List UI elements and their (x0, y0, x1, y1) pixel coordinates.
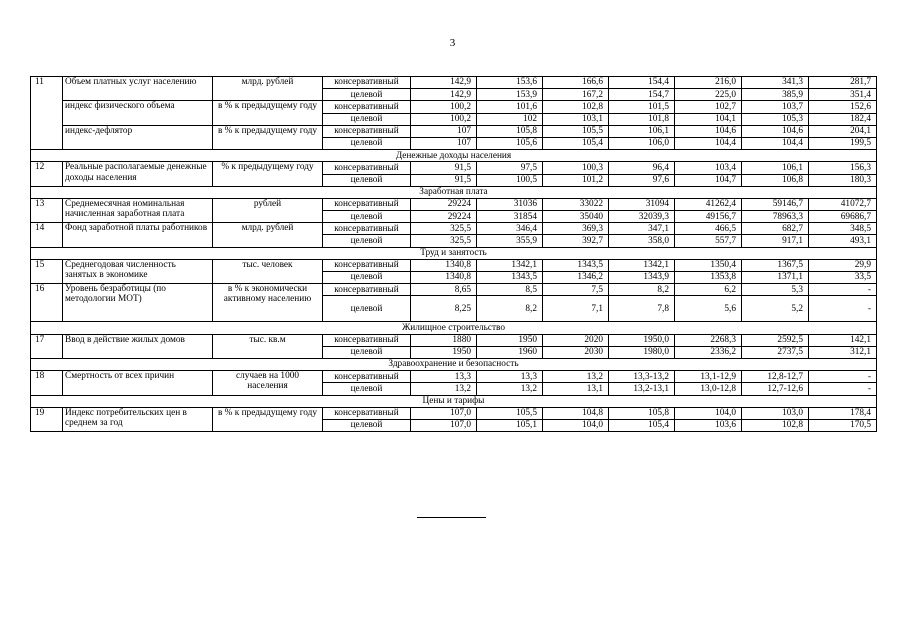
value-cell: 103,1 (543, 113, 609, 125)
value-cell: 105,6 (477, 137, 543, 149)
value-cell: 101,8 (609, 113, 675, 125)
unit: % к предыдущему году (213, 162, 323, 186)
value-cell: 107,0 (411, 407, 477, 419)
value-cell: 154,4 (609, 77, 675, 89)
value-cell: 100,5 (477, 174, 543, 186)
value-cell: 13,1-12,9 (675, 371, 742, 383)
value-cell: 13,2 (477, 383, 543, 395)
indicator-name: Индекс потребительских цен в среднем за год (63, 407, 213, 431)
scenario: консервативный (323, 101, 411, 113)
value-cell: 104,4 (675, 137, 742, 149)
value-cell: 59146,7 (742, 198, 809, 210)
row-number: 11 (31, 77, 63, 150)
table-row (31, 101, 877, 113)
indicator-name: Ввод в действие жилых домов (63, 334, 213, 358)
value-cell: 1343,9 (609, 272, 675, 284)
value-cell: 105,4 (543, 137, 609, 149)
value-cell: 8,2 (477, 296, 543, 322)
value-cell: 105,3 (742, 113, 809, 125)
value-cell: 2268,3 (675, 334, 742, 346)
value-cell: 104,7 (675, 174, 742, 186)
scenario: целевой (323, 174, 411, 186)
scenario: целевой (323, 383, 411, 395)
scenario: консервативный (323, 259, 411, 271)
value-cell: 347,1 (609, 223, 675, 235)
value-cell: 1343,5 (477, 272, 543, 284)
row-number: 16 (31, 284, 63, 322)
value-cell: - (809, 284, 877, 296)
value-cell: 100,3 (543, 162, 609, 174)
value-cell: 105,8 (609, 407, 675, 419)
value-cell: 1950 (477, 334, 543, 346)
indicator-name: Реальные располагаемые денежные доходы населения (63, 162, 213, 186)
value-cell: 1950,0 (609, 334, 675, 346)
value-cell: 106,8 (742, 174, 809, 186)
row-number: 15 (31, 259, 63, 283)
value-cell: 104,8 (543, 407, 609, 419)
value-cell: 97,6 (609, 174, 675, 186)
section-header-row (31, 247, 877, 259)
value-cell: 281,7 (809, 77, 877, 89)
value-cell: 31854 (477, 211, 543, 223)
value-cell: 153,6 (477, 77, 543, 89)
value-cell: 1950 (411, 346, 477, 358)
value-cell: - (809, 383, 877, 395)
value-cell: 13,2-13,1 (609, 383, 675, 395)
value-cell: 1343,5 (543, 259, 609, 271)
value-cell: 106,1 (609, 125, 675, 137)
value-cell: 107 (411, 125, 477, 137)
value-cell: 8,5 (477, 284, 543, 296)
value-cell: 142,9 (411, 89, 477, 101)
table-row (31, 125, 877, 137)
value-cell: 917,1 (742, 235, 809, 247)
value-cell: 8,65 (411, 284, 477, 296)
value-cell: 392,7 (543, 235, 609, 247)
value-cell: 13,1 (543, 383, 609, 395)
value-cell: 107 (411, 137, 477, 149)
value-cell: 346,4 (477, 223, 543, 235)
scenario: консервативный (323, 371, 411, 383)
scenario: целевой (323, 137, 411, 149)
value-cell: 167,2 (543, 89, 609, 101)
value-cell: 5,6 (675, 296, 742, 322)
section-header-row (31, 395, 877, 407)
value-cell: 156,3 (809, 162, 877, 174)
unit: рублей (213, 198, 323, 222)
value-cell: 1342,1 (609, 259, 675, 271)
value-cell: 2737,5 (742, 346, 809, 358)
value-cell: 178,4 (809, 407, 877, 419)
scenario: целевой (323, 272, 411, 284)
value-cell: 1340,8 (411, 272, 477, 284)
value-cell: 106,1 (742, 162, 809, 174)
scenario: консервативный (323, 198, 411, 210)
indicator-name: индекс физического объема (63, 101, 213, 125)
indicator-name: Фонд заработной платы работников (63, 223, 213, 247)
row-number: 13 (31, 198, 63, 222)
value-cell: 325,5 (411, 223, 477, 235)
table-row (31, 259, 877, 271)
scenario: консервативный (323, 162, 411, 174)
unit: млрд. рублей (213, 77, 323, 101)
section-title: Денежные доходы населения (31, 150, 877, 162)
value-cell: 100,2 (411, 113, 477, 125)
value-cell: 153,9 (477, 89, 543, 101)
value-cell: 31036 (477, 198, 543, 210)
indicator-name: Среднегодовая численность занятых в экономике (63, 259, 213, 283)
row-number: 19 (31, 407, 63, 431)
row-number: 12 (31, 162, 63, 186)
value-cell: 102 (477, 113, 543, 125)
value-cell: 101,6 (477, 101, 543, 113)
value-cell: 104,6 (675, 125, 742, 137)
section-title: Жилищное строительство (31, 322, 877, 334)
value-cell: 5,2 (742, 296, 809, 322)
value-cell: 2020 (543, 334, 609, 346)
value-cell: 348,5 (809, 223, 877, 235)
value-cell: 32039,3 (609, 211, 675, 223)
value-cell: 355,9 (477, 235, 543, 247)
value-cell: 106,0 (609, 137, 675, 149)
value-cell: 180,3 (809, 174, 877, 186)
value-cell: 103,0 (742, 407, 809, 419)
section-header-row (31, 186, 877, 198)
value-cell: - (809, 371, 877, 383)
value-cell: 2030 (543, 346, 609, 358)
page-number: 3 (449, 37, 456, 49)
value-cell: 1960 (477, 346, 543, 358)
value-cell: 29224 (411, 211, 477, 223)
value-cell: 225,0 (675, 89, 742, 101)
value-cell: 5,3 (742, 284, 809, 296)
table-row (31, 407, 877, 419)
unit: тыс. человек (213, 259, 323, 283)
value-cell: 13,3-13,2 (609, 371, 675, 383)
section-header-row (31, 322, 877, 334)
value-cell: 69686,7 (809, 211, 877, 223)
value-cell: 199,5 (809, 137, 877, 149)
section-title: Заработная плата (31, 186, 877, 198)
value-cell: 102,8 (742, 419, 809, 431)
unit: млрд. рублей (213, 223, 323, 247)
value-cell: 103,6 (675, 419, 742, 431)
value-cell: 8,25 (411, 296, 477, 322)
table-row (31, 162, 877, 174)
scenario: целевой (323, 419, 411, 431)
section-header-row (31, 150, 877, 162)
value-cell: 2592,5 (742, 334, 809, 346)
table-row (31, 223, 877, 235)
value-cell: 7,5 (543, 284, 609, 296)
value-cell: 101,5 (609, 101, 675, 113)
scenario: консервативный (323, 407, 411, 419)
value-cell: 29224 (411, 198, 477, 210)
unit: в % к предыдущему году (213, 125, 323, 149)
value-cell: 107,0 (411, 419, 477, 431)
value-cell: 142,1 (809, 334, 877, 346)
value-cell: 142,9 (411, 77, 477, 89)
table-row (31, 198, 877, 210)
value-cell: 96,4 (609, 162, 675, 174)
value-cell: 105,8 (477, 125, 543, 137)
row-number: 14 (31, 223, 63, 247)
scenario: целевой (323, 113, 411, 125)
value-cell: 13,2 (543, 371, 609, 383)
row-number: 18 (31, 371, 63, 395)
value-cell: 102,8 (543, 101, 609, 113)
section-header-row (31, 358, 877, 370)
value-cell: 8,2 (609, 284, 675, 296)
value-cell: 216,0 (675, 77, 742, 89)
indicator-name: индекс-дефлятор (63, 125, 213, 149)
value-cell: 105,4 (609, 419, 675, 431)
scenario: консервативный (323, 125, 411, 137)
value-cell: 12,7-12,6 (742, 383, 809, 395)
value-cell: 102,7 (675, 101, 742, 113)
value-cell: 78963,3 (742, 211, 809, 223)
value-cell: 91,5 (411, 174, 477, 186)
value-cell: 105,5 (477, 407, 543, 419)
scenario: целевой (323, 346, 411, 358)
value-cell: 182,4 (809, 113, 877, 125)
value-cell: 101,2 (543, 174, 609, 186)
value-cell: 103,4 (675, 162, 742, 174)
value-cell: 1350,4 (675, 259, 742, 271)
value-cell: 12,8-12,7 (742, 371, 809, 383)
value-cell: 557,7 (675, 235, 742, 247)
value-cell: 312,1 (809, 346, 877, 358)
value-cell: 385,9 (742, 89, 809, 101)
value-cell: 33,5 (809, 272, 877, 284)
value-cell: 1353,8 (675, 272, 742, 284)
value-cell: - (809, 296, 877, 322)
value-cell: 103,7 (742, 101, 809, 113)
unit: в % к предыдущему году (213, 407, 323, 431)
value-cell: 105,1 (477, 419, 543, 431)
unit: случаев на 1000 населения (213, 371, 323, 395)
value-cell: 49156,7 (675, 211, 742, 223)
unit: тыс. кв.м (213, 334, 323, 358)
value-cell: 31094 (609, 198, 675, 210)
value-cell: 341,3 (742, 77, 809, 89)
value-cell: 33022 (543, 198, 609, 210)
table-row (31, 77, 877, 89)
value-cell: 325,5 (411, 235, 477, 247)
value-cell: 493,1 (809, 235, 877, 247)
value-cell: 13,3 (477, 371, 543, 383)
value-cell: 1980,0 (609, 346, 675, 358)
value-cell: 369,3 (543, 223, 609, 235)
value-cell: 1340,8 (411, 259, 477, 271)
value-cell: 1367,5 (742, 259, 809, 271)
unit: в % к предыдущему году (213, 101, 323, 125)
value-cell: 104,0 (675, 407, 742, 419)
value-cell: 204,1 (809, 125, 877, 137)
value-cell: 166,6 (543, 77, 609, 89)
indicator-name: Смертность от всех причин (63, 371, 213, 395)
scenario: консервативный (323, 223, 411, 235)
scenario: целевой (323, 296, 411, 322)
value-cell: 35040 (543, 211, 609, 223)
value-cell: 13,0-12,8 (675, 383, 742, 395)
scenario: консервативный (323, 77, 411, 89)
section-title: Цены и тарифы (31, 395, 877, 407)
value-cell: 1342,1 (477, 259, 543, 271)
value-cell: 100,2 (411, 101, 477, 113)
value-cell: 41072,7 (809, 198, 877, 210)
section-title: Здравоохранение и безопасность (31, 358, 877, 370)
value-cell: 104,6 (742, 125, 809, 137)
value-cell: 154,7 (609, 89, 675, 101)
table-row (31, 284, 877, 296)
value-cell: 6,2 (675, 284, 742, 296)
table-row (31, 334, 877, 346)
section-title: Труд и занятость (31, 247, 877, 259)
indicators-table (30, 76, 877, 432)
value-cell: 97,5 (477, 162, 543, 174)
value-cell: 682,7 (742, 223, 809, 235)
scenario: консервативный (323, 284, 411, 296)
scenario: консервативный (323, 334, 411, 346)
value-cell: 104,4 (742, 137, 809, 149)
value-cell: 7,1 (543, 296, 609, 322)
indicator-name: Среднемесячная номинальная начисленная заработная плата (63, 198, 213, 222)
scenario: целевой (323, 89, 411, 101)
scenario: целевой (323, 235, 411, 247)
value-cell: 152,6 (809, 101, 877, 113)
value-cell: 351,4 (809, 89, 877, 101)
value-cell: 1346,2 (543, 272, 609, 284)
value-cell: 1880 (411, 334, 477, 346)
table-row (31, 371, 877, 383)
value-cell: 41262,4 (675, 198, 742, 210)
unit: в % к экономически активному населению (213, 284, 323, 322)
value-cell: 7,8 (609, 296, 675, 322)
row-number: 17 (31, 334, 63, 358)
indicator-name: Уровень безработицы (по методологии МОТ) (63, 284, 213, 322)
value-cell: 2336,2 (675, 346, 742, 358)
value-cell: 105,5 (543, 125, 609, 137)
value-cell: 170,5 (809, 419, 877, 431)
value-cell: 29,9 (809, 259, 877, 271)
value-cell: 104,1 (675, 113, 742, 125)
value-cell: 1371,1 (742, 272, 809, 284)
value-cell: 358,0 (609, 235, 675, 247)
indicator-name: Объем платных услуг населению (63, 77, 213, 101)
value-cell: 13,3 (411, 371, 477, 383)
value-cell: 104,0 (543, 419, 609, 431)
value-cell: 91,5 (411, 162, 477, 174)
value-cell: 13,2 (411, 383, 477, 395)
scenario: целевой (323, 211, 411, 223)
value-cell: 466,5 (675, 223, 742, 235)
footer-rule (417, 517, 486, 518)
